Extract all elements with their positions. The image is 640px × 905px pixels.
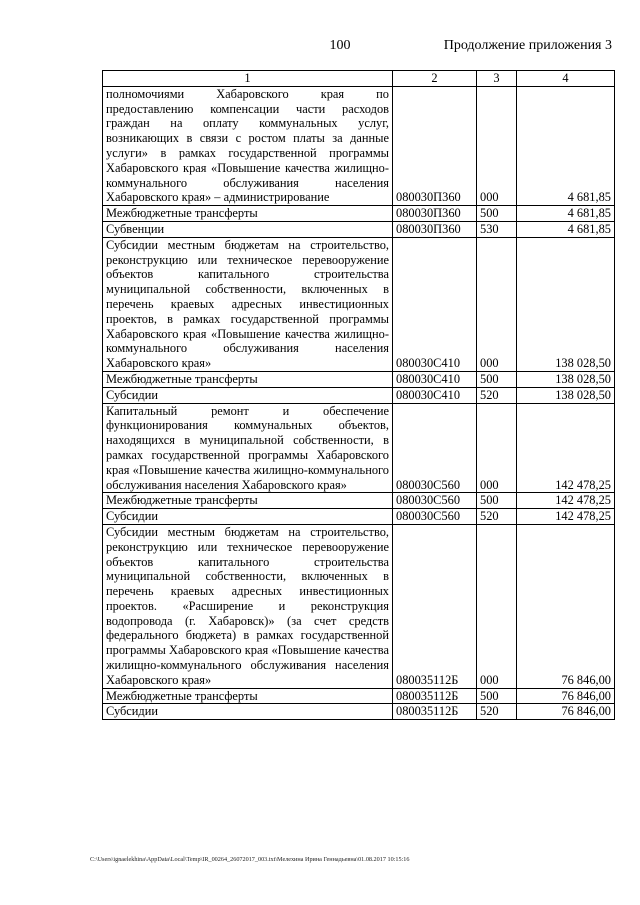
row-code-cell: 080030П360 bbox=[393, 221, 477, 237]
row-name-cell: Капитальный ремонт и обеспечение функционирования коммунальных объектов, находящихся в муниципальной собственности, в рамках государственной программы Хабаровского края «Повышение качества жилищно-коммунального обслуживания населения Хабаровского края» bbox=[103, 403, 393, 493]
row-amount-cell: 138 028,50 bbox=[517, 237, 615, 371]
row-type-cell: 000 bbox=[477, 237, 517, 371]
row-amount-cell: 4 681,85 bbox=[517, 86, 615, 205]
table-row bbox=[103, 493, 615, 509]
row-amount-cell: 76 846,00 bbox=[517, 524, 615, 688]
row-name-cell: Межбюджетные трансферты bbox=[103, 371, 393, 387]
row-amount-cell: 76 846,00 bbox=[517, 688, 615, 704]
table-row bbox=[103, 221, 615, 237]
budget-table bbox=[102, 70, 615, 720]
row-code-cell: 080035112Б bbox=[393, 688, 477, 704]
table-row bbox=[103, 371, 615, 387]
row-amount-cell: 4 681,85 bbox=[517, 206, 615, 222]
row-type-cell: 500 bbox=[477, 688, 517, 704]
row-name-cell: Субсидии bbox=[103, 509, 393, 525]
row-type-cell: 000 bbox=[477, 86, 517, 205]
table-row bbox=[103, 387, 615, 403]
row-code-cell: 080030П360 bbox=[393, 86, 477, 205]
continuation-label: Продолжение приложения 3 bbox=[443, 38, 612, 53]
row-type-cell: 000 bbox=[477, 524, 517, 688]
row-name-cell: Субсидии bbox=[103, 387, 393, 403]
table-row bbox=[103, 237, 615, 371]
row-type-cell: 500 bbox=[477, 493, 517, 509]
row-name-cell: Межбюджетные трансферты bbox=[103, 493, 393, 509]
row-type-cell: 520 bbox=[477, 704, 517, 720]
row-code-cell: 080030С410 bbox=[393, 237, 477, 371]
row-name-cell: Субсидии местным бюджетам на строительство, реконструкцию или техническое перевооружение объектов капитального строительства муниципальной собственности, включенных в перечень краевых адресных инвестиционных проектов. «Расширение и реконструкция водопровода (г. Хабаровск)» (за счет средств федерального бюджета) в рамках государственной программы Хабаровского края «Повышение качества жилищно-коммунального обслуживания населения Хабаровского края» bbox=[103, 524, 393, 688]
row-type-cell: 530 bbox=[477, 221, 517, 237]
row-type-cell: 500 bbox=[477, 371, 517, 387]
page-number: 100 bbox=[329, 38, 351, 53]
table-row bbox=[103, 688, 615, 704]
row-amount-cell: 142 478,25 bbox=[517, 403, 615, 493]
row-amount-cell: 4 681,85 bbox=[517, 221, 615, 237]
row-type-cell: 520 bbox=[477, 387, 517, 403]
column-header-4: 4 bbox=[517, 71, 615, 87]
column-header-2: 2 bbox=[393, 71, 477, 87]
column-header-1: 1 bbox=[103, 71, 393, 87]
row-type-cell: 000 bbox=[477, 403, 517, 493]
row-code-cell: 080030С560 bbox=[393, 509, 477, 525]
table-row bbox=[103, 524, 615, 688]
row-name-cell: полномочиями Хабаровского края по предоставлению компенсации части расходов граждан на оплату коммунальных услуг, возникающих в связи с ростом платы за данные услуги» в рамках государственной программы Хабаровского края «Повышение качества жилищно-коммунального обслуживания населения Хабаровского края» – администрирование bbox=[103, 86, 393, 205]
table-row bbox=[103, 86, 615, 205]
row-name-cell: Межбюджетные трансферты bbox=[103, 206, 393, 222]
table-row bbox=[103, 206, 615, 222]
row-type-cell: 520 bbox=[477, 509, 517, 525]
table-row bbox=[103, 704, 615, 720]
row-code-cell: 080035112Б bbox=[393, 524, 477, 688]
row-name-cell: Межбюджетные трансферты bbox=[103, 688, 393, 704]
table-row bbox=[103, 403, 615, 493]
row-amount-cell: 138 028,50 bbox=[517, 371, 615, 387]
row-code-cell: 080030П360 bbox=[393, 206, 477, 222]
row-amount-cell: 142 478,25 bbox=[517, 493, 615, 509]
row-amount-cell: 142 478,25 bbox=[517, 509, 615, 525]
row-amount-cell: 138 028,50 bbox=[517, 387, 615, 403]
row-name-cell: Субсидии местным бюджетам на строительство, реконструкцию или техническое перевооружение объектов капитального строительства муниципальной собственности, включенных в перечень краевых адресных инвестиционных проектов, в рамках государственной программы Хабаровского края «Повышение качества жилищно-коммунального обслуживания населения Хабаровского края» bbox=[103, 237, 393, 371]
row-amount-cell: 76 846,00 bbox=[517, 704, 615, 720]
file-path-footer: C:\Users\ignaelekhina\AppData\Local\Temp\IR_00264_26072017_003.txt\Мелехина Ирина Геннадьевна\01.08.2017 10:15:16 bbox=[90, 856, 410, 863]
row-code-cell: 080030С410 bbox=[393, 387, 477, 403]
row-code-cell: 080030С560 bbox=[393, 403, 477, 493]
column-header-3: 3 bbox=[477, 71, 517, 87]
row-code-cell: 080035112Б bbox=[393, 704, 477, 720]
row-type-cell: 500 bbox=[477, 206, 517, 222]
table-header-row bbox=[103, 71, 615, 87]
row-name-cell: Субсидии bbox=[103, 704, 393, 720]
row-code-cell: 080030С410 bbox=[393, 371, 477, 387]
row-name-cell: Субвенции bbox=[103, 221, 393, 237]
row-code-cell: 080030С560 bbox=[393, 493, 477, 509]
table-row bbox=[103, 509, 615, 525]
